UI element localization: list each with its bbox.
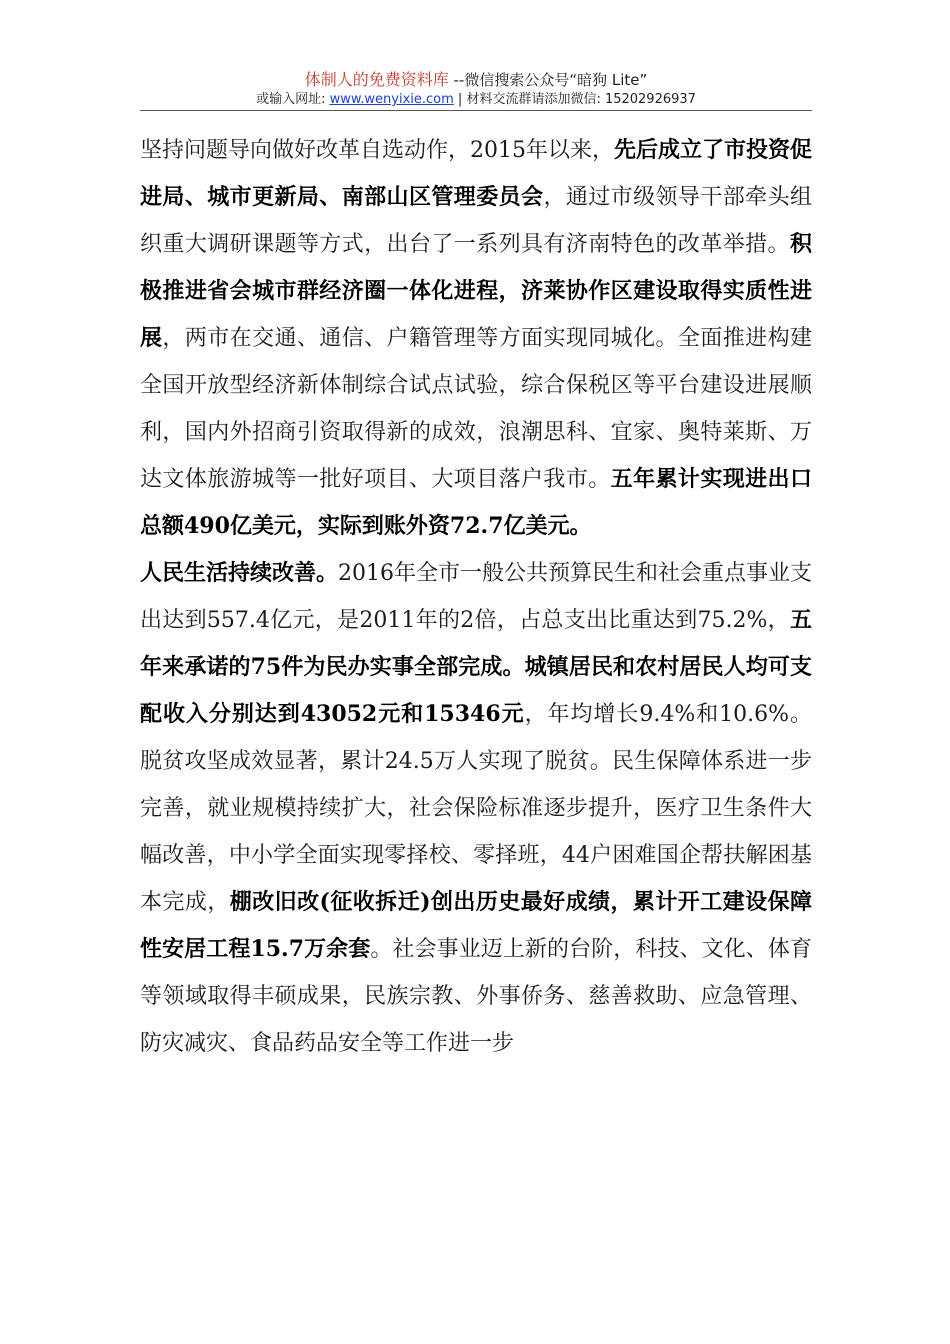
document-body (140, 127, 812, 1067)
header-title-line (140, 70, 812, 90)
page-header (140, 70, 812, 110)
text-run: 坚持问题导向做好改革自选动作，2015年以来， (140, 138, 614, 163)
header-url-prefix: 或输入网址: (256, 92, 330, 107)
text-run: 。社会事业迈上新的台阶，科技、文化、体育等领域取得丰硕成果，民族宗教、外事侨务、慈善救助、应急管理、防灾减灾、食品药品安全等工作进一步 (140, 937, 812, 1056)
text-run: ，年均增长9.4%和10.6%。脱贫攻坚成效显著，累计24.5万人实现了脱贫。民生保障体系进一步完善，就业规模持续扩大，社会保险标准逐步提升，医疗卫生条件大幅改善，中小学全面实现零择校、零择班，44户困难国企帮扶解困基本完成， (140, 702, 812, 915)
text-run-bold: 人民生活持续改善。 (140, 560, 339, 586)
paragraph-livelihood (140, 550, 812, 1067)
text-run-bold: 棚改旧改(征收拆迁)创出历史最好成绩，累计开工建设保障性安居工程15.7万余套 (140, 889, 812, 962)
header-divider (140, 110, 812, 111)
header-brand: 体制人的免费资料库 (304, 70, 449, 89)
text-run-bold: 先后成立了市投资促进局、城市更新局、南部山区管理委员会 (140, 137, 813, 210)
text-run: 2016年全市一般公共预算民生和社会重点事业支出达到557.4亿元，是2011年的2倍，占总支出比重达到75.2%， (140, 561, 813, 633)
header-contact-line (140, 90, 812, 110)
text-run-bold: 积极推进省会城市群经济圈一体化进程，济莱协作区建设取得实质性进展 (140, 231, 812, 351)
header-contact-suffix: | 材料交流群请添加微信: 15202926937 (453, 92, 696, 107)
header-url-link[interactable]: www.wenyixie.com (329, 92, 454, 107)
header-suffix: --微信搜索公众号“暗狗 Lite” (448, 71, 648, 89)
text-run: ，通过市级领导干部牵头组织重大调研课题等方式，出台了一系列具有济南特色的改革举措。 (140, 185, 812, 257)
text-run-bold: 五年来承诺的75件为民办实事全部完成。城镇居民和农村居民人均可支配收入分别达到43052元和15346元 (140, 607, 812, 727)
paragraph-reform (140, 127, 812, 550)
text-run-bold: 五年累计实现进出口总额490亿美元，实际到账外资72.7亿美元。 (140, 466, 812, 539)
text-run: ，两市在交通、通信、户籍管理等方面实现同城化。全面推进构建全国开放型经济新体制综合试点试验，综合保税区等平台建设进展顺利，国内外招商引资取得新的成效，浪潮思科、宜家、奥特莱斯、万达文体旅游城等一批好项目、大项目落户我市。 (140, 326, 812, 492)
